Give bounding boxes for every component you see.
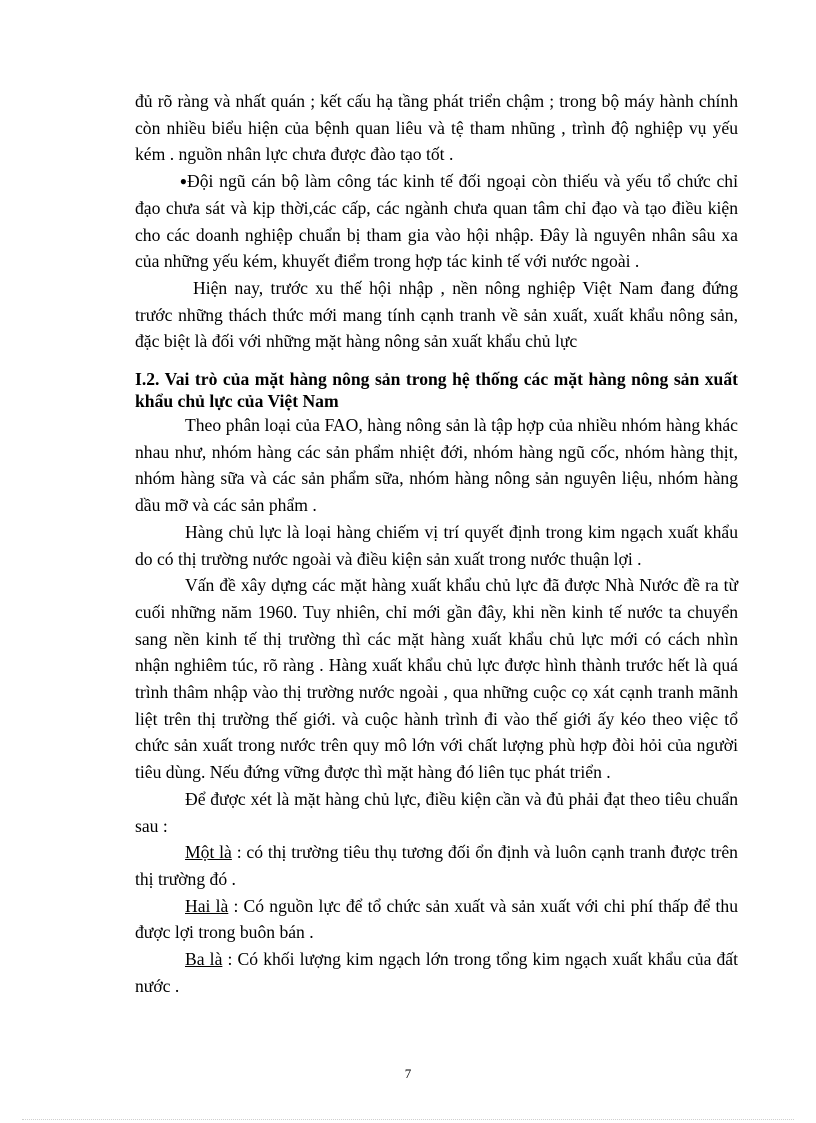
criterion-three-label: Ba là [185,949,223,970]
criterion-three-text: : Có khối lượng kim ngạch lớn trong tổng kim ngạch xuất khẩu của đất nước . [135,949,739,996]
paragraph-history: Vấn đề xây dựng các mặt hàng xuất khẩu chủ lực đã được Nhà Nước đề ra từ cuối những năm 1960. Tuy nhiên, chỉ mới gần đây, khi nền kinh tế nước ta chuyển sang nền kinh tế thị trường thì các mặt hàng xuất khẩu chủ lực mới có cách nhìn nhận nghiêm túc, rõ ràng . Hàng xuất khẩu chủ lực được hình thành trước hết là quá trình thâm nhập vào thị trường nước ngoài , qua những cuộc cọ xát cạnh tranh mãnh liệt trên thị trường thế giới. và cuộc hành trình đi vào thế giới ấy kéo theo việc tổ chức sản xuất trong nước trên quy mô lớn với chất lượng phù hợp đòi hỏi của người tiêu dùng. Nếu đứng vững được thì mặt hàng đó liên tục phát triển . [135,575,738,783]
page-bottom-border [22,1119,794,1120]
bullet-item [135,168,738,275]
bullet-text: Đội ngũ cán bộ làm công tác kinh tế đối ngoại còn thiếu và yếu tổ chức chỉ đạo chưa sát và kịp thời,các cấp, các ngành chưa quan tâm chỉ đạo và tạo điều kiện cho các doanh nghiệp chuẩn bị tham gia vào hội nhập. Đây là nguyên nhân sâu xa của những yếu kém, khuyết điểm trong hợp tác kinh tế với nước ngoài . [135,171,738,272]
criterion-one-text: : có thị trường tiêu thụ tương đối ổn định và luôn cạnh tranh được trên thị trường đó . [135,842,738,889]
paragraph-current-situation: Hiện nay, trước xu thế hội nhập , nền nông nghiệp Việt Nam đang đứng trước những thách thức mới mang tính cạnh tranh về sản xuất, xuất khẩu nông sản, đặc biệt là đối với những mặt hàng nông sản xuất khẩu chủ lực [135,277,738,352]
paragraph-criteria-intro: Để được xét là mặt hàng chủ lực, điều kiện cần và đủ phải đạt theo tiêu chuẩn sau : [135,788,738,836]
criterion-one-label: Một là [185,842,232,863]
paragraph-continuation: đủ rõ ràng và nhất quán ; kết cấu hạ tầng phát triển chậm ; trong bộ máy hành chính còn nhiều biểu hiện của bệnh quan liêu và tệ tham nhũng , trình độ nghiệp vụ yếu kém . nguồn nhân lực chưa được đào tạo tốt . [135,91,738,165]
criterion-one [135,839,738,892]
page-number: 7 [404,1066,412,1081]
document-body [135,88,738,1000]
bullet-icon: ● [179,174,187,189]
criterion-three [135,946,738,999]
bullet-marker [135,168,187,195]
criterion-two-label: Hai là [185,895,229,916]
paragraph-fao-classification: Theo phân loại của FAO, hàng nông sản là tập hợp của nhiều nhóm hàng khác nhau như, nhóm hàng các sản phẩm nhiệt đới, nhóm hàng ngũ cốc, nhóm hàng thịt, nhóm hàng sữa và các sản phẩm sữa, nhóm hàng nông sản nguyên liệu, nhóm hàng dầu mỡ và các sản phẩm . [135,415,738,516]
criterion-two-text: : Có nguồn lực để tổ chức sản xuất và sản xuất với chi phí thấp để thu được lợi trong buôn bán . [135,895,738,943]
section-heading: I.2. Vai trò của mặt hàng nông sản trong hệ thống các mặt hàng nông sản xuất khẩu chủ lực của Việt Nam [135,369,738,412]
criterion-two [135,893,738,946]
paragraph-definition: Hàng chủ lực là loại hàng chiếm vị trí quyết định trong kim ngạch xuất khẩu do có thị trường nước ngoài và điều kiện sản xuất trong nước thuận lợi . [135,521,738,569]
